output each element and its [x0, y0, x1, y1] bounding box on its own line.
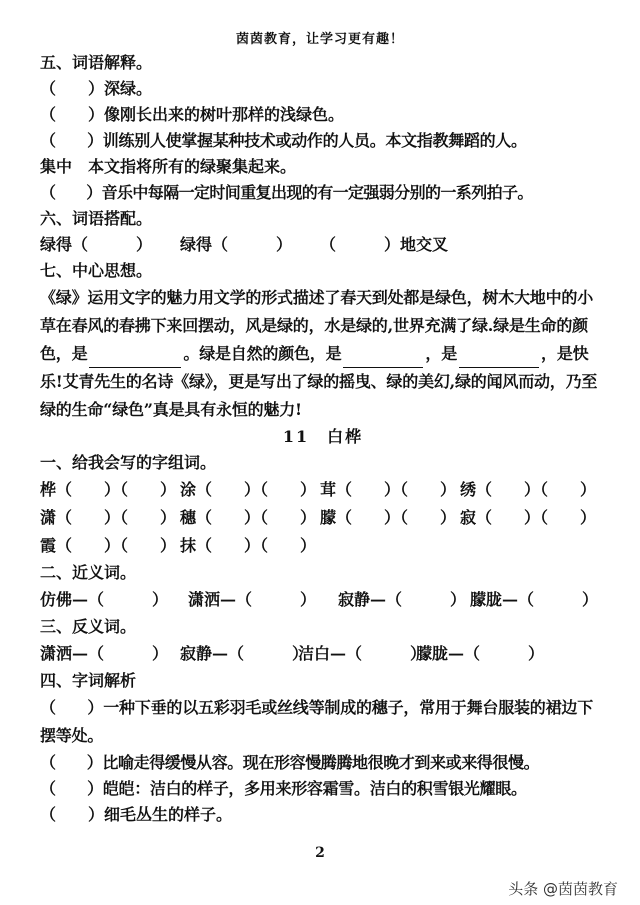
- antonym-item: 寂静—（ ）: [180, 644, 309, 663]
- word-item: 霞（ ）（ ）: [40, 536, 177, 555]
- word-item: 绣（ ）（ ）: [460, 480, 597, 499]
- sec5-item: （ ）音乐中每隔一定时间重复出现的有一定强弱分别的一系列拍子。: [40, 183, 533, 202]
- summary-paragraph: 《绿》运用文字的魅力用文学的形式描述了春天到处都是绿色，树木大地中的小草在春风的春拂下来回摆动，风是绿的，水是绿的,世界充满了绿.绿是生命的颜色，是 。绿是自然的颜色，是 ，是 ，是快乐!艾青先生的名诗《绿》，更是写出了绿的摇曳、绿的美幻,绿的闻风而动，乃至绿的生命“绿色”真是具有永恒的魅力!: [40, 288, 598, 419]
- lesson-title: 11 白桦: [282, 427, 364, 446]
- antonym-item: 洁白—（ ）: [298, 644, 427, 663]
- page-number: 2: [315, 845, 325, 861]
- answer-blank[interactable]: [89, 349, 181, 368]
- sec5-item: （ ）训练别人使掌握某种技术或动作的人员。本文指教舞蹈的人。: [40, 131, 527, 150]
- sec5-item: （ ）像刚长出来的树叶那样的浅绿色。: [40, 105, 345, 124]
- antonym-item: 潇洒—（ ）: [40, 644, 169, 663]
- answer-blank[interactable]: [343, 349, 423, 368]
- word-item: 抹（ ）（ ）: [180, 536, 317, 555]
- word-item: 茸（ ）（ ）: [320, 480, 457, 499]
- question-4-title: 四、字词解析: [40, 671, 137, 690]
- worksheet-body: [40, 50, 606, 828]
- collocation-item: 绿得（ ）: [180, 235, 293, 254]
- word-item: 寂（ ）（ ）: [460, 508, 597, 527]
- word-row: [40, 476, 606, 504]
- sec5-item: 集中 本文指将所有的绿聚集起来。: [40, 157, 297, 176]
- word-item: 朦（ ）（ ）: [320, 508, 457, 527]
- antonym-item: 朦胧—（ ）: [416, 644, 545, 663]
- word-item: 涂（ ）（ ）: [180, 480, 317, 499]
- analysis-item: （ ）一种下垂的以五彩羽毛或丝线等制成的穗子，常用于舞台服装的裙边下摆等处。: [40, 698, 594, 745]
- analysis-item: （ ）细毛丛生的样子。: [40, 805, 233, 824]
- question-3-title: 三、反义词。: [40, 617, 137, 636]
- collocation-item: 绿得（ ）: [40, 235, 153, 254]
- page-header: 茵茵教育，让学习更有趣！: [235, 32, 404, 47]
- question-1-title: 一、给我会写的字组词。: [40, 453, 217, 472]
- word-item: 潇（ ）（ ）: [40, 508, 177, 527]
- sec5-item: （ ）深绿。: [40, 79, 153, 98]
- word-row: [40, 532, 606, 560]
- answer-blank[interactable]: [459, 349, 539, 368]
- section-6-title: 六、词语搭配。: [40, 209, 153, 228]
- antonym-row: [40, 640, 606, 668]
- section-5-title: 五、词语解释。: [40, 53, 153, 72]
- synonym-row: [40, 586, 606, 614]
- synonym-item: 仿佛—（ ）: [40, 590, 169, 609]
- watermark: 头条 @茵茵教育: [508, 880, 618, 898]
- analysis-item: （ ）比喻走得缓慢从容。现在形容慢腾腾地很晚才到来或来得很慢。: [40, 753, 540, 772]
- analysis-item: （ ）皑皑：洁白的样子，多用来形容霜雪。洁白的积雪银光耀眼。: [40, 779, 527, 798]
- section-7-title: 七、中心思想。: [40, 261, 153, 280]
- synonym-item: 朦胧—（ ）: [470, 590, 599, 609]
- word-item: 桦（ ）（ ）: [40, 480, 177, 499]
- synonym-item: 潇洒—（ ）: [188, 590, 317, 609]
- synonym-item: 寂静—（ ）: [338, 590, 467, 609]
- question-2-title: 二、近义词。: [40, 563, 137, 582]
- word-row: [40, 504, 606, 532]
- word-item: 穗（ ）（ ）: [180, 508, 317, 527]
- sec6-items: [40, 232, 606, 258]
- collocation-item: （ ）地交叉: [320, 235, 449, 254]
